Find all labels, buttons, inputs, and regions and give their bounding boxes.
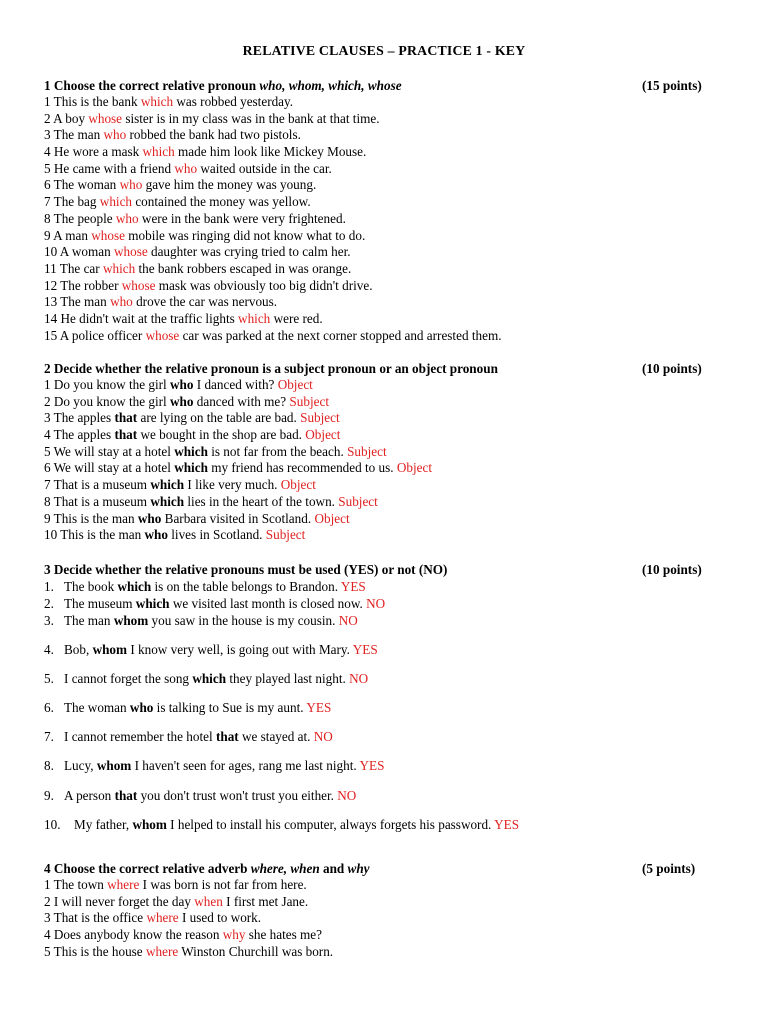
question-text: waited outside in the car. (197, 160, 332, 176)
question-number: 2 (44, 110, 51, 126)
relative-pronoun: whom (96, 758, 132, 774)
question-text: Do you know the girl (53, 393, 171, 409)
question-text: mask was obviously too big didn't drive. (155, 277, 373, 293)
question-number: 7. (44, 729, 54, 745)
question-text: The bag (53, 194, 100, 210)
answer-text: NO (338, 613, 358, 628)
question-text: That is a museum (53, 493, 151, 509)
section-heading (44, 77, 734, 94)
item-list (44, 578, 734, 845)
question-number: 8 (44, 493, 51, 509)
answer-text: who (110, 294, 133, 310)
question-line (44, 944, 734, 961)
question-text: are lying on the table are bad. (137, 410, 301, 426)
question-text: were in the bank were very frightened. (138, 210, 346, 226)
question-text: gave him the money was young. (142, 177, 317, 193)
question-number: 1 (44, 94, 51, 109)
question-number: 7 (44, 194, 51, 210)
question-text: The apples (53, 427, 115, 443)
question-line (44, 144, 734, 161)
question-text: A woman (59, 244, 114, 260)
question-line (44, 511, 734, 528)
section-heading (44, 561, 734, 578)
question-line (44, 816, 734, 845)
question-text: Barbara visited in Scotland. (161, 510, 315, 526)
section-heading-text: 1 Choose the correct relative pronoun (44, 78, 260, 93)
question-line (44, 410, 734, 427)
question-number: 15 (44, 327, 58, 343)
question-text: He came with a friend (53, 160, 175, 176)
section-4 (44, 860, 734, 960)
answer-text: Subject (338, 493, 378, 509)
question-number: 5. (44, 671, 54, 687)
answer-text: Object (305, 427, 341, 443)
question-line (44, 477, 734, 494)
question-line (44, 444, 734, 461)
question-number: 1. (44, 579, 54, 594)
question-text: This is the man (60, 527, 145, 543)
answer-text: when (194, 893, 223, 909)
section-heading-text: 4 Choose the correct relative adverb (44, 861, 251, 876)
question-number: 6. (44, 700, 54, 716)
answer-text: which (238, 310, 271, 326)
question-text: danced with me? (193, 393, 290, 409)
answer-text: NO (366, 596, 386, 611)
answer-text: YES (306, 700, 332, 716)
question-text: we visited last month is closed now. (169, 596, 367, 611)
answer-text: who (103, 127, 127, 143)
question-text: I used to work. (178, 910, 262, 926)
question-number: 6 (44, 460, 51, 476)
question-number: 5 (44, 943, 51, 959)
question-number: 13 (44, 294, 58, 310)
answer-text: NO (313, 729, 333, 745)
page-title: RELATIVE CLAUSES – PRACTICE 1 - KEY (242, 43, 526, 58)
question-text: Bob, (64, 642, 93, 658)
question-text: This is the bank (53, 94, 141, 109)
question-text: The apples (53, 410, 115, 426)
question-text: A boy (53, 110, 89, 126)
question-number: 10 (44, 527, 58, 543)
question-number: 7 (44, 477, 51, 493)
question-text: we stayed at. (238, 729, 314, 745)
question-text: The woman (53, 177, 120, 193)
question-line (44, 194, 734, 211)
question-line (44, 527, 734, 544)
question-line (44, 877, 734, 894)
question-number: 2 (44, 393, 51, 409)
question-text: I haven't seen for ages, rang me last night. (131, 758, 360, 774)
question-number: 3. (44, 613, 54, 628)
question-line (44, 261, 734, 278)
question-text: mobile was ringing did not know what to do. (124, 227, 366, 243)
question-number: 8 (44, 210, 51, 226)
question-text: The robber (60, 277, 122, 293)
section-heading-italic: why (347, 861, 370, 876)
question-text: I will never forget the day (53, 893, 195, 909)
question-line (44, 757, 734, 786)
answer-text: Object (280, 477, 316, 493)
item-list (44, 94, 734, 344)
answer-text: where (146, 910, 179, 926)
question-text: The woman (64, 700, 130, 716)
answer-text: which (99, 194, 133, 210)
question-text: A person (64, 787, 115, 803)
question-text: car was parked at the next corner stopped and arrested them. (179, 327, 502, 343)
answer-text: who (115, 210, 139, 226)
question-line (44, 211, 734, 228)
question-text: The man (60, 294, 111, 310)
answer-text: which (102, 260, 136, 276)
question-number: 10 (44, 244, 58, 260)
section-2 (44, 360, 734, 544)
relative-pronoun: who (170, 377, 194, 392)
section-heading (44, 360, 734, 377)
question-line (44, 278, 734, 295)
answer-text: whose (113, 244, 148, 260)
question-text: you saw in the house is my cousin. (148, 613, 339, 628)
question-number: 8. (44, 758, 54, 774)
question-text: This is the house (53, 943, 146, 959)
question-number: 10. (44, 816, 61, 832)
question-number: 5 (44, 160, 51, 176)
question-line (44, 927, 734, 944)
question-text: is talking to Sue is my aunt. (153, 700, 307, 716)
question-line (44, 578, 734, 595)
question-text: I cannot forget the song (64, 671, 193, 687)
question-text: That is the office (53, 910, 147, 926)
question-text: We will stay at a hotel (53, 443, 175, 459)
question-text: A police officer (59, 327, 146, 343)
answer-text: Subject (265, 527, 306, 543)
question-text: lives in Scotland. (167, 527, 266, 543)
question-text: is not far from the beach. (207, 443, 348, 459)
question-text: were red. (270, 310, 323, 326)
answer-text: Object (396, 460, 433, 476)
question-line (44, 910, 734, 927)
question-number: 3 (44, 127, 51, 143)
answer-text: Subject (300, 410, 340, 426)
question-text: she hates me? (245, 927, 322, 943)
question-text: Do you know the girl (53, 377, 171, 392)
question-text: was robbed yesterday. (173, 94, 294, 109)
answer-text: whose (121, 277, 156, 293)
relative-pronoun: who (137, 510, 162, 526)
question-text: I helped to install his computer, always forgets his password. (166, 816, 495, 832)
question-text: they played last night. (226, 671, 350, 687)
question-text: The book (64, 579, 118, 594)
question-text: Lucy, (64, 758, 97, 774)
question-text: This is the man (53, 510, 138, 526)
question-line (44, 460, 734, 477)
question-number: 14 (44, 310, 58, 326)
question-number: 6 (44, 177, 51, 193)
question-text: we bought in the shop are bad. (137, 427, 306, 443)
answer-text: YES (494, 816, 520, 832)
question-number: 3 (44, 410, 51, 426)
relative-pronoun: that (114, 427, 138, 443)
answer-text: who (174, 160, 198, 176)
answer-text: whose (91, 227, 125, 243)
question-text: daughter was crying tried to calm her. (147, 244, 351, 260)
question-number: 9. (44, 787, 54, 803)
section-heading-italic: who, whom, which, whose (259, 78, 402, 93)
question-line (44, 244, 734, 261)
question-text: My father, (74, 816, 133, 832)
question-number: 4. (44, 642, 54, 658)
question-number: 1 (44, 877, 51, 892)
relative-pronoun: whom (132, 816, 167, 832)
question-text: A man (53, 227, 92, 243)
question-text: robbed the bank had two pistols. (126, 127, 301, 143)
answer-text: why (222, 927, 246, 943)
question-text: The man (64, 613, 114, 628)
question-line (44, 699, 734, 728)
question-text: The man (53, 127, 104, 143)
answer-text: where (107, 877, 140, 892)
answer-text: Object (277, 377, 313, 392)
answer-text: which (142, 144, 175, 160)
question-line (44, 641, 734, 670)
question-number: 2 (44, 893, 51, 909)
question-text: I danced with? (193, 377, 278, 392)
question-number: 2. (44, 596, 54, 611)
item-list (44, 377, 734, 544)
question-line (44, 494, 734, 511)
question-text: you don't trust won't trust you either. (137, 787, 338, 803)
question-number: 4 (44, 144, 51, 160)
answer-text: Subject (289, 393, 329, 409)
answer-text: NO (349, 671, 369, 687)
question-text: lies in the heart of the town. (184, 493, 339, 509)
answer-text: which (140, 94, 174, 109)
answer-text: Object (314, 510, 350, 526)
item-list (44, 877, 734, 960)
relative-pronoun: who (129, 700, 154, 716)
question-text: is on the table belongs to Brandon. (151, 579, 341, 594)
question-text: I like very much. (184, 477, 281, 493)
question-number: 11 (44, 260, 57, 276)
answer-text: whose (145, 327, 180, 343)
question-line (44, 670, 734, 699)
question-text: the bank robbers escaped in was orange. (135, 260, 352, 276)
question-number: 5 (44, 443, 51, 459)
section-heading-text: and (319, 861, 348, 876)
section-heading-italic: where, when (250, 861, 320, 876)
relative-pronoun: which (135, 596, 170, 611)
question-number: 4 (44, 427, 51, 443)
question-text: The town (53, 877, 108, 892)
question-number: 3 (44, 910, 51, 926)
relative-pronoun: that (114, 787, 138, 803)
question-text: The museum (64, 596, 136, 611)
question-text: We will stay at a hotel (53, 460, 175, 476)
question-line (44, 161, 734, 178)
question-number: 4 (44, 927, 51, 943)
question-line (44, 127, 734, 144)
relative-pronoun: which (174, 460, 208, 476)
question-text: Does anybody know the reason (53, 927, 223, 943)
question-text: drove the car was nervous. (132, 294, 278, 310)
answer-text: whose (88, 110, 123, 126)
question-text: The car (59, 260, 103, 276)
question-line (44, 177, 734, 194)
question-line (44, 111, 734, 128)
section-points: (5 points) (642, 861, 696, 876)
question-text: I first met Jane. (222, 893, 309, 909)
section-points: (10 points) (642, 562, 702, 577)
section-points: (15 points) (642, 78, 702, 93)
question-text: my friend has recommended to us. (207, 460, 397, 476)
question-text: I was born is not far from here. (139, 877, 307, 892)
answer-text: Subject (347, 443, 387, 459)
question-number: 9 (44, 227, 51, 243)
question-line (44, 328, 734, 345)
question-text: The people (53, 210, 116, 226)
question-text: I cannot remember the hotel (64, 729, 216, 745)
question-number: 1 (44, 377, 51, 392)
question-line (44, 294, 734, 311)
relative-pronoun: that (114, 410, 138, 426)
answer-text: where (145, 943, 179, 959)
answer-text: YES (359, 758, 385, 774)
question-text: He wore a mask (53, 144, 143, 160)
section-3 (44, 561, 734, 845)
section-1 (44, 77, 734, 344)
question-line (44, 595, 734, 612)
relative-pronoun: which (150, 477, 185, 493)
answer-text: who (119, 177, 143, 193)
question-text: Winston Churchill was born. (178, 943, 334, 959)
question-line (44, 427, 734, 444)
question-line (44, 612, 734, 641)
question-line (44, 894, 734, 911)
question-line (44, 94, 734, 111)
relative-pronoun: whom (92, 642, 128, 658)
question-text: sister is in my class was in the bank at that time. (122, 110, 380, 126)
question-line (44, 228, 734, 245)
answer-text: NO (337, 787, 357, 803)
answer-text: YES (352, 642, 378, 658)
question-text: made him look like Mickey Mouse. (174, 144, 367, 160)
relative-pronoun: who (170, 393, 194, 409)
question-line (44, 377, 734, 394)
relative-pronoun: who (144, 527, 168, 543)
question-line (44, 728, 734, 757)
relative-pronoun: which (192, 671, 227, 687)
question-text: I know very well, is going out with Mary. (127, 642, 353, 658)
question-number: 9 (44, 510, 51, 526)
section-heading-text: 2 Decide whether the relative pronoun is a subject pronoun or an object pronoun (44, 361, 498, 376)
answer-text: YES (340, 579, 366, 594)
question-text: He didn't wait at the traffic lights (60, 310, 239, 326)
question-line (44, 394, 734, 411)
question-text: That is a museum (53, 477, 151, 493)
relative-pronoun: which (117, 579, 152, 594)
question-line (44, 787, 734, 816)
question-text: contained the money was yellow. (132, 194, 311, 210)
relative-pronoun: whom (113, 613, 149, 628)
section-heading (44, 860, 734, 877)
question-line (44, 311, 734, 328)
relative-pronoun: which (174, 443, 208, 459)
relative-pronoun: that (215, 729, 239, 745)
section-heading-text: 3 Decide whether the relative pronouns must be used (YES) or not (NO) (44, 562, 448, 577)
question-number: 12 (44, 277, 58, 293)
section-points: (10 points) (642, 361, 702, 376)
relative-pronoun: which (150, 493, 185, 509)
